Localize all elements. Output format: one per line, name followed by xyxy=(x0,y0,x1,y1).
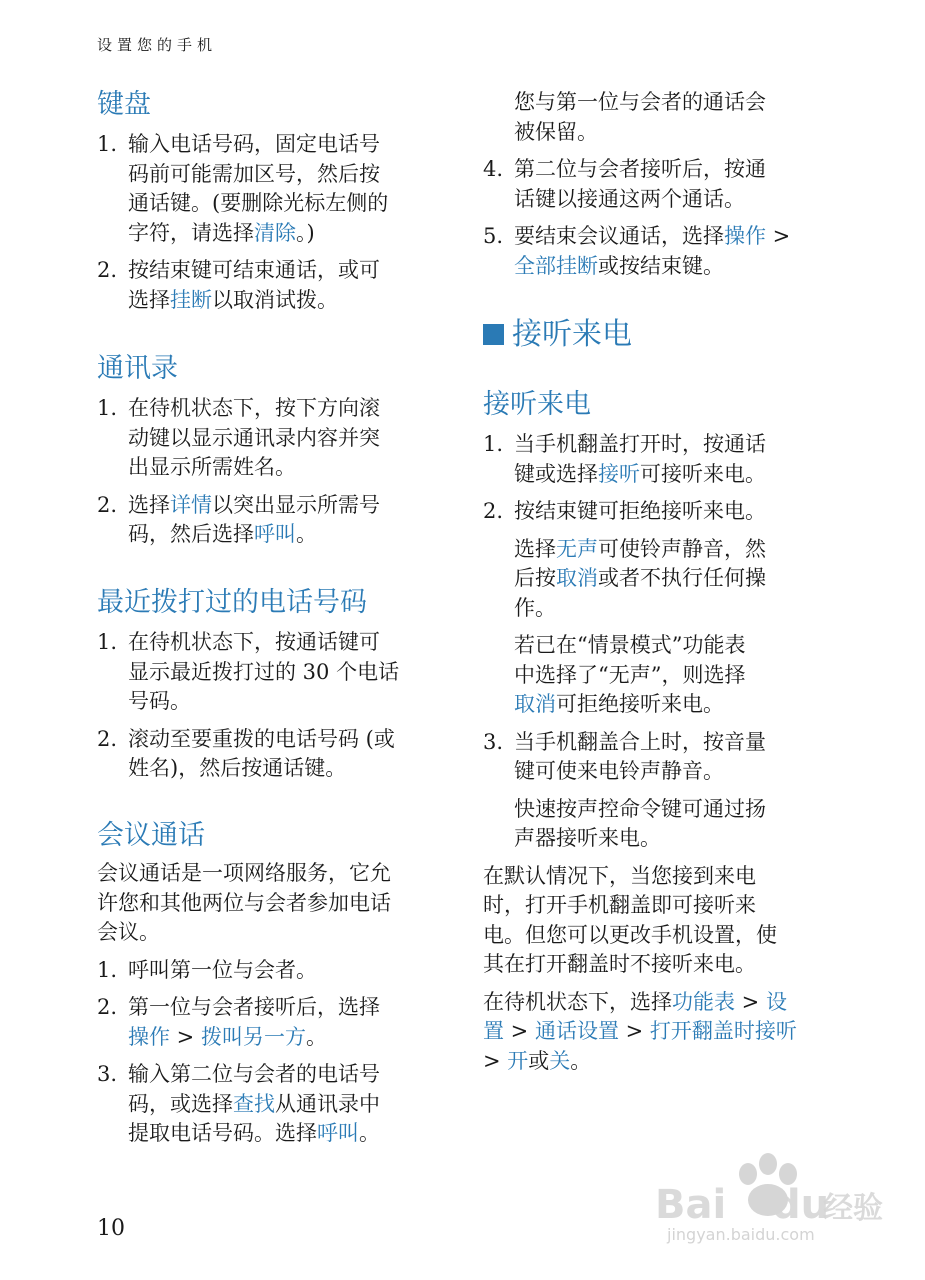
section-square-icon xyxy=(483,324,504,345)
list-number: 2. xyxy=(483,499,504,523)
keypad-heading: 键盘 xyxy=(97,89,151,120)
answer-calls-major-section xyxy=(483,316,831,354)
options-option: 操作 xyxy=(128,1024,170,1049)
text-line: 输入电话号码，固定电话号 xyxy=(128,132,380,156)
text-line: 全部挂断或按结束键。 xyxy=(514,253,724,278)
flip-open-answer-option: 打开翻盖时接听 xyxy=(649,1019,797,1043)
options-option: 操作 xyxy=(724,224,766,248)
standby-menu-path-paragraph xyxy=(483,988,831,1077)
list-number: 1. xyxy=(97,396,118,420)
list-number: 1. xyxy=(97,957,118,982)
text-line: > 开或关。 xyxy=(483,1048,592,1073)
contacts-heading: 通讯录 xyxy=(97,353,178,384)
off-option: 关 xyxy=(549,1048,571,1073)
text-line: 姓名)，然后按通话键。 xyxy=(128,756,347,780)
text-line: 当手机翻盖合上时，按音量 xyxy=(514,729,766,754)
text-line: 码，然后选择呼叫。 xyxy=(128,522,317,546)
dial-another-option: 拨叫另一方 xyxy=(200,1024,306,1049)
text-line: 在待机状态下，选择功能表 > 设 xyxy=(483,989,787,1014)
text-line: 按结束键可结束通话，或可 xyxy=(128,258,380,282)
text-line: 通话键。(要删除光标左侧的 xyxy=(128,191,389,215)
text-line: 输入第二位与会者的电话号 xyxy=(128,1062,380,1086)
list-number: 5. xyxy=(483,224,504,248)
list-item xyxy=(97,394,445,483)
text-line: 当手机翻盖打开时，按通话 xyxy=(514,432,766,456)
text-line: 第二位与会者接听后，按通 xyxy=(514,157,766,181)
text-line: 声器接听来电。 xyxy=(514,826,661,850)
answer-calls-heading: 接听来电 xyxy=(483,389,591,420)
list-number: 1. xyxy=(97,630,118,654)
text-line: 您与第一位与会者的通话会 xyxy=(514,90,766,114)
text-line: 码前可能需加区号，然后按 xyxy=(128,161,380,186)
page-number: 10 xyxy=(97,1216,125,1241)
on-option: 开 xyxy=(507,1048,529,1073)
text-line: 出显示所需姓名。 xyxy=(128,455,296,479)
text-line: 在默认情况下，当您接到来电 xyxy=(483,863,756,888)
text-line: 字符，请选择清除。) xyxy=(128,220,315,245)
conference-hold-note xyxy=(514,88,831,147)
text-line: 后按取消或者不执行任何操 xyxy=(514,566,766,590)
text-line: 键或选择接听可接听来电。 xyxy=(514,461,766,486)
conference-intro xyxy=(97,859,445,948)
call-option: 呼叫 xyxy=(317,1121,359,1145)
list-number: 1. xyxy=(97,132,118,156)
text-line: 作。 xyxy=(514,595,556,620)
cancel-option: 取消 xyxy=(514,692,556,716)
list-number: 2. xyxy=(97,726,118,751)
text-line: 被保留。 xyxy=(514,119,598,144)
list-number: 2. xyxy=(97,492,118,517)
list-item xyxy=(97,256,445,315)
silence-option: 无声 xyxy=(556,536,598,561)
text-line: 在待机状态下，按通话键可 xyxy=(128,630,380,654)
text-line: 滚动至要重拨的电话号码 (或 xyxy=(128,726,395,751)
text-line: 电。但您可以更改手机设置，使 xyxy=(483,922,777,947)
end-all-option: 全部挂断 xyxy=(514,253,598,278)
end-call-option: 挂断 xyxy=(170,287,212,312)
conference-heading: 会议通话 xyxy=(97,820,205,851)
svg-text:du: du xyxy=(772,1182,830,1228)
list-number: 4. xyxy=(483,157,504,181)
profile-note xyxy=(514,631,831,720)
baidu-jingyan-watermark xyxy=(655,1138,885,1248)
call-settings-option: 通话设置 xyxy=(534,1019,619,1043)
text-line: 号码。 xyxy=(128,689,191,713)
answer-calls-section xyxy=(483,388,831,1076)
list-item xyxy=(483,222,831,281)
list-number: 2. xyxy=(97,995,118,1019)
call-option: 呼叫 xyxy=(254,522,296,546)
text-line: 动键以显示通讯录内容并突 xyxy=(128,425,380,450)
answer-option: 接听 xyxy=(598,461,640,486)
text-line: 要结束会议通话，选择操作 > xyxy=(514,224,791,248)
cancel-option: 取消 xyxy=(556,566,598,590)
list-item xyxy=(97,993,445,1052)
list-item xyxy=(97,725,445,784)
text-line: 话键以接通这两个通话。 xyxy=(514,186,745,211)
text-line: 会议。 xyxy=(97,920,160,944)
list-item xyxy=(97,628,445,717)
text-line: 呼叫第一位与会者。 xyxy=(128,957,317,982)
list-number: 2. xyxy=(97,258,118,282)
svg-text:jingyan.baidu.com: jingyan.baidu.com xyxy=(667,1225,815,1244)
answer-calls-major-heading: 接听来电 xyxy=(483,316,831,354)
text-line: 中选择了“无声”，则选择 xyxy=(514,662,746,687)
silence-note xyxy=(514,535,831,624)
clear-option: 清除 xyxy=(254,220,296,245)
text-line: 选择详情以突出显示所需号 xyxy=(128,492,380,517)
details-option: 详情 xyxy=(170,492,212,517)
text-line: 选择无声可使铃声静音，然 xyxy=(514,536,766,561)
text-line: 若已在“情景模式”功能表 xyxy=(514,633,746,657)
text-line: 在待机状态下，按下方向滚 xyxy=(128,396,380,420)
contacts-section xyxy=(97,352,445,550)
keypad-section xyxy=(97,88,445,315)
text-line: 取消可拒绝接听来电。 xyxy=(514,692,724,716)
recent-calls-section xyxy=(97,586,445,784)
text-line: 第一位与会者接听后，选择 xyxy=(128,995,380,1019)
list-item xyxy=(97,1060,445,1149)
text-line: 选择挂断以取消试拨。 xyxy=(128,287,338,312)
text-line: 其在打开翻盖时不接听来电。 xyxy=(483,952,756,976)
voice-note xyxy=(514,795,831,854)
text-line: 按结束键可拒绝接听来电。 xyxy=(514,499,766,523)
recent-calls-heading: 最近拨打过的电话号码 xyxy=(97,587,367,618)
list-item xyxy=(97,956,445,986)
settings-option: 设 xyxy=(765,989,787,1014)
svg-text:Bai: Bai xyxy=(655,1182,727,1228)
text-line: 会议通话是一项网络服务，它允 xyxy=(97,861,391,885)
menu-option: 功能表 xyxy=(672,989,735,1014)
list-item xyxy=(483,497,831,527)
settings-option: 置 xyxy=(483,1019,504,1043)
text-line: 许您和其他两位与会者参加电话 xyxy=(97,890,391,915)
conference-section xyxy=(97,819,445,1149)
text-line: 时，打开手机翻盖即可接听来 xyxy=(483,893,756,917)
list-item xyxy=(483,728,831,787)
list-number: 3. xyxy=(483,729,504,754)
text-line: 操作 > 拨叫另一方。 xyxy=(128,1024,327,1049)
text-line: 显示最近拨打过的 30 个电话 xyxy=(128,659,400,684)
default-behavior-paragraph xyxy=(483,862,831,980)
text-line: 快速按声控命令键可通过扬 xyxy=(514,796,766,821)
list-number: 3. xyxy=(97,1062,118,1086)
conference-continued xyxy=(483,88,831,281)
svg-text:经验: 经验 xyxy=(823,1191,883,1226)
text-line: 置 > 通话设置 > 打开翻盖时接听 xyxy=(483,1019,797,1043)
text-line: 键可使来电铃声静音。 xyxy=(514,759,724,783)
list-item xyxy=(97,491,445,550)
text-line: 码，或选择查找从通讯录中 xyxy=(128,1091,380,1116)
text-line: 提取电话号码。选择呼叫。 xyxy=(128,1121,380,1145)
list-number: 1. xyxy=(483,432,504,456)
page-header: 设置您的手机 xyxy=(97,36,218,54)
list-item xyxy=(483,430,831,489)
find-option: 查找 xyxy=(233,1091,275,1116)
list-item xyxy=(483,155,831,214)
list-item xyxy=(97,130,445,248)
